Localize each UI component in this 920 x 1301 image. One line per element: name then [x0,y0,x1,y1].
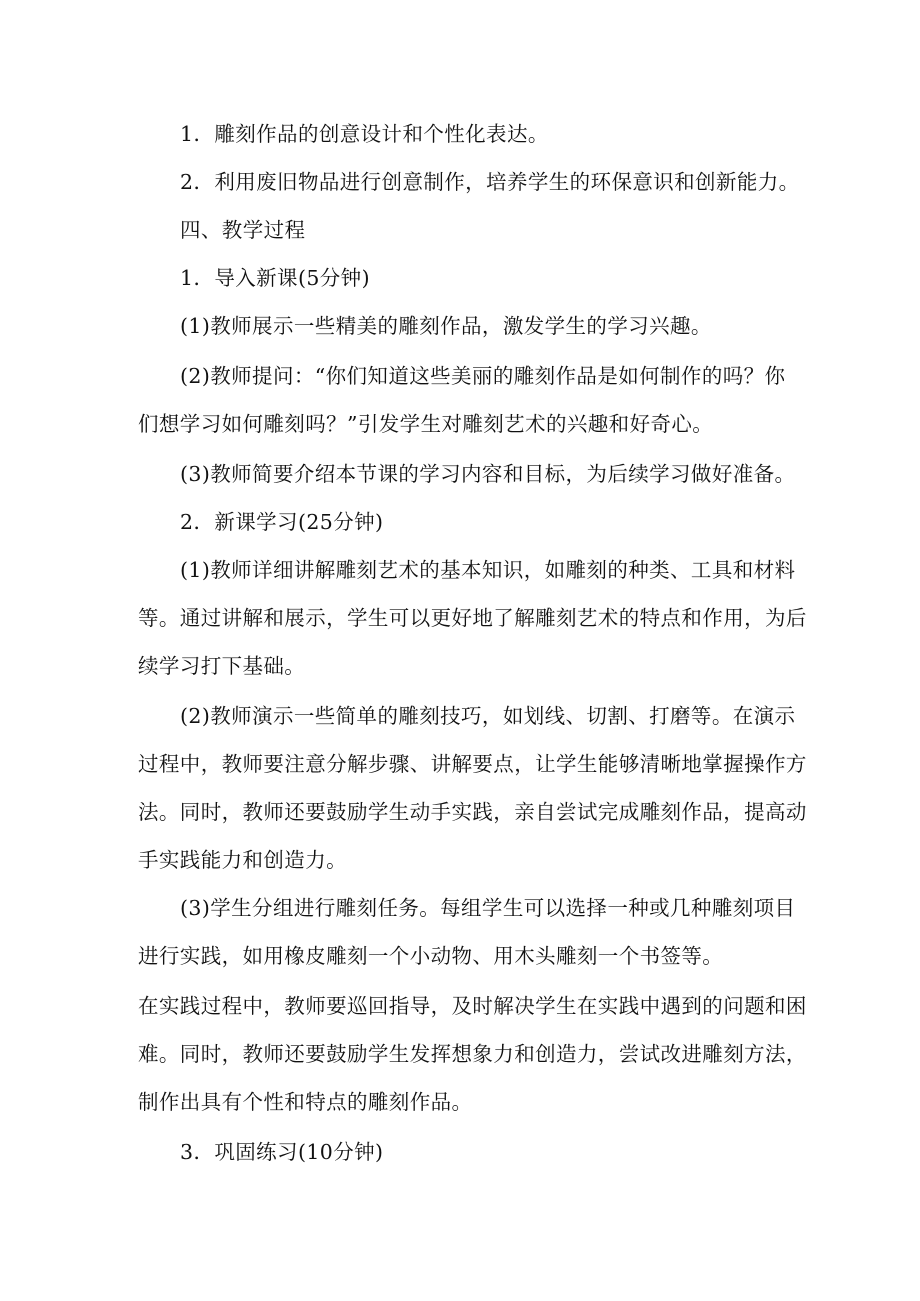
paragraph-goal-1 [138,110,788,158]
text-line: (3)教师简要介绍本节课的学习内容和目标，为后续学习做好准备。 [180,462,796,486]
step-heading-intro [138,254,788,302]
text-line: 进行实践，如用橡皮雕刻一个小动物、用木头雕刻一个书签等。 [138,944,724,968]
text-line: (2)教师提问：“你们知道这些美丽的雕刻作品是如何制作的吗？你 [180,364,786,388]
text-line: 2．新课学习(25分钟) [180,510,384,534]
text-line: 们想学习如何雕刻吗？”引发学生对雕刻艺术的兴趣和好奇心。 [138,412,714,436]
paragraph-new-lesson-1 [138,546,807,690]
text-line: 等。通过讲解和展示，学生可以更好地了解雕刻艺术的特点和作用，为后 [138,606,807,630]
text-line: 续学习打下基础。 [138,654,306,678]
text-line: 制作出具有个性和特点的雕刻作品。 [138,1090,473,1114]
text-line: 法。同时，教师还要鼓励学生动手实践，亲自尝试完成雕刻作品，提高动 [138,800,807,824]
text-line: 手实践能力和创造力。 [138,848,347,872]
section-heading-teaching-process [138,206,788,254]
text-line: (2)教师演示一些简单的雕刻技巧，如划线、切割、打磨等。在演示 [180,704,796,728]
text-line: 四、教学过程 [180,218,306,242]
text-line: 难。同时，教师还要鼓励学生发挥想象力和创造力，尝试改进雕刻方法， [138,1042,807,1066]
paragraph-new-lesson-3 [138,884,796,980]
paragraph-new-lesson-2 [138,692,807,884]
text-line: 过程中，教师要注意分解步骤、讲解要点，让学生能够清晰地掌握操作方 [138,752,807,776]
text-line: (3)学生分组进行雕刻任务。每组学生可以选择一种或几种雕刻项目 [180,896,796,920]
step-heading-new-lesson [138,498,788,546]
paragraph-intro-2 [138,352,788,448]
text-line: (1)教师展示一些精美的雕刻作品，激发学生的学习兴趣。 [180,314,712,338]
text-line: 3．巩固练习(10分钟) [180,1140,384,1164]
text-line: (1)教师详细讲解雕刻艺术的基本知识，如雕刻的种类、工具和材料 [180,558,796,582]
paragraph-goal-2 [138,158,800,206]
paragraph-practice-guidance [138,982,807,1126]
text-line: 2．利用废旧物品进行创意制作，培养学生的环保意识和创新能力。 [180,170,800,194]
step-heading-consolidation [138,1128,788,1176]
text-line: 1．导入新课(5分钟) [180,266,370,290]
paragraph-intro-3 [138,450,796,498]
paragraph-intro-1 [138,302,788,350]
text-line: 在实践过程中，教师要巡回指导，及时解决学生在实践中遇到的问题和困 [138,994,807,1018]
text-line: 1．雕刻作品的创意设计和个性化表达。 [180,122,549,146]
